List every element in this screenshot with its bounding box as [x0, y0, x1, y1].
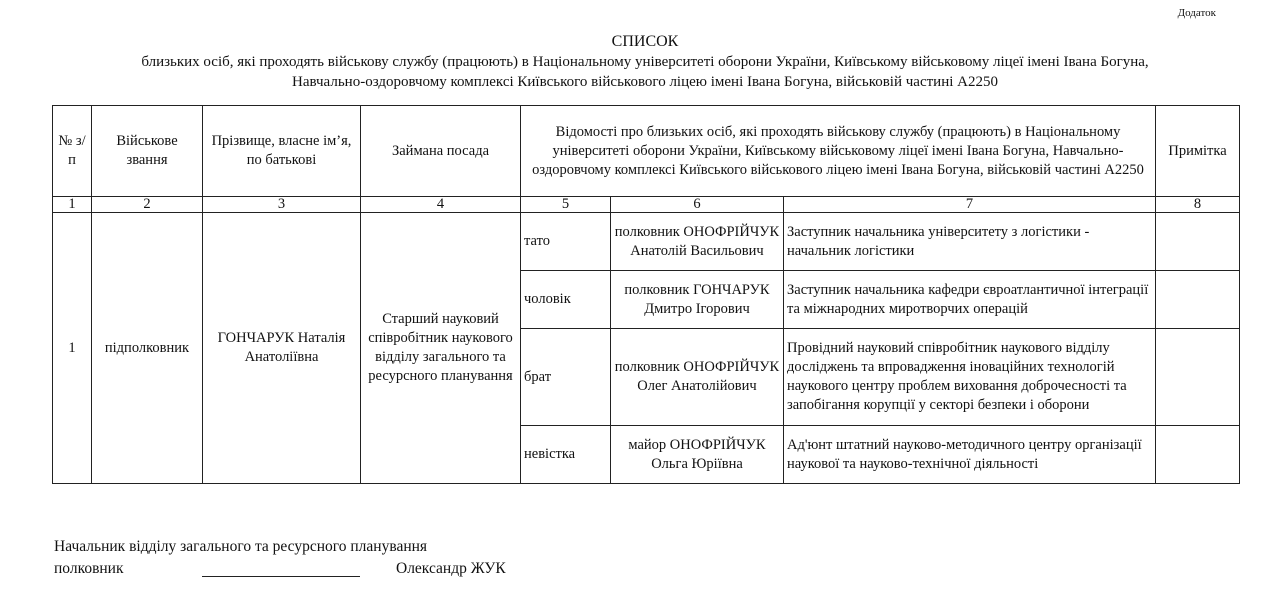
header-name: Прізвище, власне ім’я, по батькові: [203, 106, 361, 197]
person-name: ГОНЧАРУК Наталія Анатоліївна: [203, 213, 361, 484]
relative-person: полковник ГОНЧАРУК Дмитро Ігорович: [611, 271, 784, 329]
header-rank: Військове звання: [92, 106, 203, 197]
relative-relation: чоловік: [521, 271, 611, 329]
relative-position: Заступник начальника університету з логістики - начальник логістики: [784, 213, 1156, 271]
relative-note: [1156, 329, 1240, 426]
person-rank: підполковник: [92, 213, 203, 484]
relatives-table: [52, 105, 1240, 484]
addendum-label: Додаток: [1177, 7, 1216, 19]
document-subtitle-line2: Навчально-оздоровчому комплексі Київського військового ліцею імені Івана Богуна, військовій частині А2250: [292, 74, 998, 90]
header-position: Займана посада: [361, 106, 521, 197]
column-number-row: [53, 197, 1240, 213]
person-num: 1: [53, 213, 92, 484]
header-num: № з/п: [53, 106, 92, 197]
person-position: Старший науковий співробітник наукового відділу загального та ресурсного планування: [361, 213, 521, 484]
relative-note: [1156, 271, 1240, 329]
column-number: 4: [361, 197, 521, 213]
header-note: Примітка: [1156, 106, 1240, 197]
relative-relation: тато: [521, 213, 611, 271]
header-relatives: Відомості про близьких осіб, які проходять військову службу (працюють) в Національному університеті оборони України, Київському військовому ліцеї імені Івана Богуна, Навчально-оздоровчому комплексі Київського військового ліцею імені Івана Богуна, військовій частині А2250: [521, 106, 1156, 197]
document-title: СПИСОК: [611, 33, 679, 50]
relative-person: полковник ОНОФРІЙЧУК Анатолій Васильович: [611, 213, 784, 271]
signatory-title: Начальник відділу загального та ресурсного планування: [54, 538, 428, 555]
relative-person: майор ОНОФРІЙЧУК Ольга Юріївна: [611, 426, 784, 484]
relative-position: Провідний науковий співробітник наукового відділу досліджень та впровадження іноваційних технологій наукового центру проблем виховання доброчесності та запобігання корупції у секторі безпеки і оборони: [784, 329, 1156, 426]
document-title-block: [60, 32, 1230, 92]
document-subtitle-line1: близьких осіб, які проходять військову службу (працюють) в Національному університеті оборони України, Київському військовому ліцеї імені Івана Богуна,: [141, 54, 1149, 70]
relative-note: [1156, 426, 1240, 484]
relative-position: Заступник начальника кафедри євроатлантичної інтеграції та міжнародних миротворчих операцій: [784, 271, 1156, 329]
signatory-name: Олександр ЖУК: [396, 560, 506, 577]
signatory-rank: полковник: [54, 560, 124, 577]
column-number: 3: [203, 197, 361, 213]
signature-row: [54, 558, 754, 582]
table-row: [53, 213, 1240, 271]
signature-block: [54, 536, 754, 582]
table-header-row: [53, 106, 1240, 197]
signature-line: [202, 576, 360, 577]
relative-position: Ад'юнт штатний науково-методичного центру організації наукової та науково-технічної діяльності: [784, 426, 1156, 484]
column-number: 7: [784, 197, 1156, 213]
column-number: 2: [92, 197, 203, 213]
relative-person: полковник ОНОФРІЙЧУК Олег Анатолійович: [611, 329, 784, 426]
column-number: 1: [53, 197, 92, 213]
relative-relation: брат: [521, 329, 611, 426]
column-number: 5: [521, 197, 611, 213]
column-number: 6: [611, 197, 784, 213]
column-number: 8: [1156, 197, 1240, 213]
relative-note: [1156, 213, 1240, 271]
relative-relation: невістка: [521, 426, 611, 484]
